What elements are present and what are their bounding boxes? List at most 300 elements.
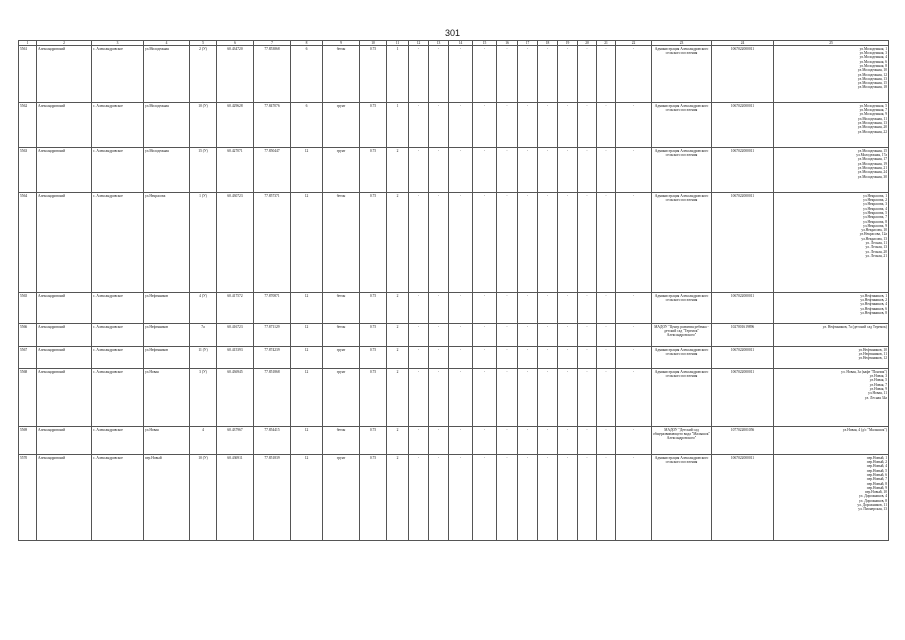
column-header-8: 8 bbox=[291, 41, 323, 46]
latitude-cell: 60.434720 bbox=[217, 46, 254, 103]
address-line: ул.Нефтяников, 11 bbox=[858, 352, 887, 357]
column-header-1: 1 bbox=[19, 41, 37, 46]
container-count-cell: 2 bbox=[387, 369, 409, 427]
address-line: ул. Лесная, 13 bbox=[865, 245, 887, 250]
empty-value-cell: - bbox=[578, 455, 597, 541]
area-cell: 0.75 bbox=[360, 324, 387, 347]
column-header-10: 10 bbox=[360, 41, 387, 46]
empty-value-cell: - bbox=[538, 293, 558, 324]
area-cell: 0.75 bbox=[360, 293, 387, 324]
empty-value-cell: - bbox=[518, 455, 538, 541]
address-line: ул.Некрасова, 10 bbox=[861, 228, 887, 233]
district-cell: Александровский bbox=[37, 46, 92, 103]
street-cell: ул.Некрасова bbox=[144, 193, 190, 293]
column-header-18: 18 bbox=[538, 41, 558, 46]
longitude-cell: 77.870871 bbox=[254, 293, 291, 324]
locality-cell: с. Александровское bbox=[92, 293, 144, 324]
address-line: ул. Пионерская, 13 bbox=[858, 507, 887, 512]
column-header-2: 2 bbox=[37, 41, 92, 46]
address-line: ул.Новая, 11 bbox=[868, 391, 887, 396]
column-header-13: 13 bbox=[429, 41, 449, 46]
container-count-cell: 2 bbox=[387, 455, 409, 541]
container-count-cell: 2 bbox=[387, 293, 409, 324]
latitude-cell: 60.430723 bbox=[217, 193, 254, 293]
empty-value-cell: - bbox=[597, 103, 616, 148]
address-line: ул.Некрасова, 3 bbox=[863, 202, 887, 207]
empty-value-cell: - bbox=[578, 148, 597, 193]
empty-value-cell: - bbox=[449, 148, 473, 193]
empty-value-cell: - bbox=[473, 46, 497, 103]
empty-value-cell: - bbox=[497, 347, 518, 369]
empty-value-cell: - bbox=[429, 455, 449, 541]
address-line: ул.Новая, 7 bbox=[869, 382, 887, 387]
empty-value-cell: - bbox=[497, 369, 518, 427]
address-line: ул. Дорожников, 4 bbox=[859, 494, 887, 499]
address-line: ул.Нефтяников, 4 bbox=[860, 302, 887, 307]
empty-value-cell: - bbox=[558, 103, 578, 148]
count-cell: 12 bbox=[291, 369, 323, 427]
organization-cell: Администрация Александровского сельского поселения bbox=[652, 148, 712, 193]
ogrn-cell: 1067022000011 bbox=[712, 46, 774, 103]
column-header-24: 24 bbox=[712, 41, 774, 46]
column-header-9: 9 bbox=[323, 41, 360, 46]
latitude-cell: 60.416723 bbox=[217, 324, 254, 347]
empty-value-cell: - bbox=[497, 455, 518, 541]
empty-value-cell: - bbox=[497, 46, 518, 103]
empty-value-cell: - bbox=[518, 193, 538, 293]
ogrn-cell: 1067022000011 bbox=[712, 293, 774, 324]
empty-value-cell: - bbox=[538, 369, 558, 427]
address-line: ул.Некрасова, 9 bbox=[863, 223, 887, 228]
empty-value-cell: - bbox=[473, 347, 497, 369]
column-header-7: 7 bbox=[254, 41, 291, 46]
surface-cell: грунт bbox=[323, 347, 360, 369]
organization-cell: Администрация Александровского сельского поселения bbox=[652, 46, 712, 103]
address-line: ул.Молодежная, 19 bbox=[857, 161, 887, 166]
empty-value-cell: - bbox=[497, 293, 518, 324]
empty-value-cell: - bbox=[616, 427, 652, 455]
empty-value-cell: - bbox=[449, 293, 473, 324]
organization-cell: Администрация Александровского сельского поселения bbox=[652, 103, 712, 148]
ogrn-cell: 1027001619896 bbox=[712, 324, 774, 347]
address-line: ул.Некрасова, 13 bbox=[861, 236, 887, 241]
empty-value-cell: - bbox=[578, 46, 597, 103]
table-row bbox=[19, 347, 889, 369]
address-line: ул.Некрасова, 8 bbox=[863, 219, 887, 224]
organization-cell: МАДОУ "Детский сад общеразвивающего вида "Малышок" Александровского" bbox=[652, 427, 712, 455]
address-line: пер.Новый, 5 bbox=[866, 468, 887, 473]
street-cell: ул.Новая bbox=[144, 369, 190, 427]
district-cell: Александровский bbox=[37, 293, 92, 324]
empty-value-cell: - bbox=[518, 347, 538, 369]
empty-value-cell: - bbox=[578, 193, 597, 293]
address-line: ул.Молодежная, 15 bbox=[857, 148, 887, 153]
empty-value-cell: - bbox=[429, 46, 449, 103]
empty-value-cell: - bbox=[597, 324, 616, 347]
empty-value-cell: - bbox=[518, 324, 538, 347]
address-line: ул.Некрасова, 5 bbox=[863, 210, 887, 215]
empty-value-cell: - bbox=[558, 324, 578, 347]
empty-value-cell: - bbox=[449, 103, 473, 148]
address-line: ул.Некрасова, 1 bbox=[863, 193, 887, 198]
table-row bbox=[19, 46, 889, 103]
column-header-14: 14 bbox=[449, 41, 473, 46]
address-line: ул.Молодежная, 10 bbox=[857, 68, 887, 73]
surface-cell: бетон bbox=[323, 193, 360, 293]
latitude-cell: 60.436911 bbox=[217, 455, 254, 541]
address-line: ул.Молодежная, 4 bbox=[859, 55, 887, 60]
empty-value-cell: - bbox=[538, 324, 558, 347]
empty-value-cell: - bbox=[616, 347, 652, 369]
empty-value-cell: - bbox=[597, 369, 616, 427]
empty-value-cell: - bbox=[429, 427, 449, 455]
column-header-23: 23 bbox=[652, 41, 712, 46]
column-header-19: 19 bbox=[558, 41, 578, 46]
address-line: ул. Лесная, 21 bbox=[865, 253, 887, 258]
column-header-11: 11 bbox=[387, 41, 409, 46]
count-cell: 6 bbox=[291, 46, 323, 103]
empty-value-cell: - bbox=[538, 427, 558, 455]
empty-value-cell: - bbox=[449, 369, 473, 427]
address-line: ул.Молодежная, 30 bbox=[857, 174, 887, 179]
longitude-cell: 77.874239 bbox=[254, 347, 291, 369]
address-line: ул.Молодежная, 17 bbox=[857, 157, 887, 162]
count-cell: 12 bbox=[291, 427, 323, 455]
empty-value-cell: - bbox=[597, 347, 616, 369]
count-cell: 12 bbox=[291, 324, 323, 347]
address-line: пер.Новый, 1 bbox=[866, 455, 887, 460]
address-line: ул.Новая, 4 (д/с "Малышок") bbox=[842, 427, 887, 432]
address-line: ул.Молодежная, 1 bbox=[859, 46, 887, 51]
house-cell: 2 (У) bbox=[190, 46, 217, 103]
empty-value-cell: - bbox=[558, 369, 578, 427]
row-number-cell: 5565 bbox=[19, 293, 37, 324]
surface-cell: грунт bbox=[323, 148, 360, 193]
address-line: ул.Молодежная, 9 bbox=[859, 112, 887, 117]
latitude-cell: 60.436945 bbox=[217, 369, 254, 427]
latitude-cell: 60.427071 bbox=[217, 148, 254, 193]
empty-value-cell: - bbox=[538, 148, 558, 193]
empty-value-cell: - bbox=[597, 148, 616, 193]
empty-value-cell: - bbox=[497, 148, 518, 193]
table-row bbox=[19, 324, 889, 347]
empty-value-cell: - bbox=[449, 455, 473, 541]
empty-value-cell: - bbox=[578, 427, 597, 455]
district-cell: Александровский bbox=[37, 148, 92, 193]
locality-cell: с. Александровское bbox=[92, 427, 144, 455]
empty-value-cell: - bbox=[409, 103, 429, 148]
area-cell: 0.75 bbox=[360, 455, 387, 541]
empty-value-cell: - bbox=[578, 324, 597, 347]
row-number-cell: 5561 bbox=[19, 46, 37, 103]
surface-cell: бетон bbox=[323, 46, 360, 103]
empty-value-cell: - bbox=[497, 427, 518, 455]
empty-value-cell: - bbox=[597, 193, 616, 293]
surface-cell: грунт bbox=[323, 455, 360, 541]
address-line: пер.Новый, 4 bbox=[866, 464, 887, 469]
empty-value-cell: - bbox=[597, 46, 616, 103]
empty-value-cell: - bbox=[429, 369, 449, 427]
locality-cell: с. Александровское bbox=[92, 347, 144, 369]
address-line: ул.Молодежная, 5 bbox=[859, 103, 887, 108]
empty-value-cell: - bbox=[518, 293, 538, 324]
area-cell: 0.75 bbox=[360, 148, 387, 193]
container-count-cell: 1 bbox=[387, 103, 409, 148]
empty-value-cell: - bbox=[497, 103, 518, 148]
empty-value-cell: - bbox=[558, 347, 578, 369]
empty-value-cell: - bbox=[578, 347, 597, 369]
longitude-cell: 77.851868 bbox=[254, 369, 291, 427]
served-addresses-cell bbox=[774, 46, 889, 103]
ogrn-cell: 1067022000011 bbox=[712, 347, 774, 369]
empty-value-cell: - bbox=[497, 324, 518, 347]
address-line: пер.Новый, 6 bbox=[866, 472, 887, 477]
column-header-4: 4 bbox=[144, 41, 190, 46]
street-cell: пер.Новый bbox=[144, 455, 190, 541]
house-cell: 4 (У) bbox=[190, 293, 217, 324]
address-line: ул. Лесная, 11 bbox=[865, 241, 887, 246]
house-cell: 15 (У) bbox=[190, 148, 217, 193]
empty-value-cell: - bbox=[538, 46, 558, 103]
address-line: ул.Молодежная, 11 bbox=[857, 116, 887, 121]
empty-value-cell: - bbox=[449, 193, 473, 293]
row-number-cell: 5567 bbox=[19, 347, 37, 369]
organization-cell: Администрация Александровского сельского поселения bbox=[652, 347, 712, 369]
address-line: пер.Новый, 2 bbox=[866, 460, 887, 465]
address-line: ул.Нефтяников, 1 bbox=[860, 293, 887, 298]
served-addresses-cell bbox=[774, 369, 889, 427]
column-header-21: 21 bbox=[597, 41, 616, 46]
table-row bbox=[19, 427, 889, 455]
longitude-cell: 77.847076 bbox=[254, 103, 291, 148]
longitude-cell: 77.871129 bbox=[254, 324, 291, 347]
empty-value-cell: - bbox=[578, 369, 597, 427]
address-line: пер.Новый, 8 bbox=[866, 481, 887, 486]
address-line: ул.Молодежная, 15 bbox=[857, 81, 887, 86]
address-line: ул.Новая, 5 bbox=[869, 378, 887, 383]
address-line: ул.Молодежная, 20 bbox=[857, 125, 887, 130]
street-cell: ул.Новая bbox=[144, 427, 190, 455]
empty-value-cell: - bbox=[578, 103, 597, 148]
surface-cell: бетон bbox=[323, 324, 360, 347]
empty-value-cell: - bbox=[409, 293, 429, 324]
address-line: ул.Нефтяников, 2 bbox=[860, 298, 887, 303]
district-cell: Александровский bbox=[37, 369, 92, 427]
ogrn-cell: 1067022000011 bbox=[712, 103, 774, 148]
area-cell: 0.75 bbox=[360, 103, 387, 148]
longitude-cell: 77.854415 bbox=[254, 427, 291, 455]
empty-value-cell: - bbox=[449, 347, 473, 369]
container-count-cell: 2 bbox=[387, 193, 409, 293]
empty-value-cell: - bbox=[409, 193, 429, 293]
organization-cell: МАДОУ "Центр развития ребенка - детский сад "Теремок" Александровского" bbox=[652, 324, 712, 347]
address-line: ул.Молодежная, 6 bbox=[859, 59, 887, 64]
address-line: ул.Новая, 3 bbox=[869, 374, 887, 379]
empty-value-cell: - bbox=[449, 46, 473, 103]
surface-cell: грунт bbox=[323, 369, 360, 427]
house-cell: 11 (У) bbox=[190, 347, 217, 369]
district-cell: Александровский bbox=[37, 103, 92, 148]
empty-value-cell: - bbox=[429, 347, 449, 369]
container-count-cell: 2 bbox=[387, 324, 409, 347]
area-cell: 0.75 bbox=[360, 369, 387, 427]
address-line: ул.Молодежная, 22 bbox=[857, 129, 887, 134]
column-header-15: 15 bbox=[473, 41, 497, 46]
empty-value-cell: - bbox=[409, 369, 429, 427]
empty-value-cell: - bbox=[616, 369, 652, 427]
district-cell: Александровский bbox=[37, 427, 92, 455]
empty-value-cell: - bbox=[473, 427, 497, 455]
address-line: пер.Новый, 10 bbox=[864, 490, 887, 495]
empty-value-cell: - bbox=[409, 148, 429, 193]
address-line: ул.Молодежная, 8 bbox=[859, 63, 887, 68]
district-cell: Александровский bbox=[37, 324, 92, 347]
address-line: пер.Новый, 9 bbox=[866, 485, 887, 490]
empty-value-cell: - bbox=[558, 455, 578, 541]
count-cell: 12 bbox=[291, 193, 323, 293]
empty-value-cell: - bbox=[558, 293, 578, 324]
address-line: ул. Лесная 34а bbox=[864, 395, 887, 400]
locality-cell: с. Александровское bbox=[92, 103, 144, 148]
locality-cell: с. Александровское bbox=[92, 455, 144, 541]
empty-value-cell: - bbox=[538, 193, 558, 293]
empty-value-cell: - bbox=[518, 148, 538, 193]
district-cell: Александровский bbox=[37, 193, 92, 293]
row-number-cell: 5562 bbox=[19, 103, 37, 148]
empty-value-cell: - bbox=[409, 455, 429, 541]
empty-value-cell: - bbox=[518, 103, 538, 148]
house-cell: 3 (У) bbox=[190, 369, 217, 427]
area-cell: 0.75 bbox=[360, 46, 387, 103]
area-cell: 0.75 bbox=[360, 347, 387, 369]
column-header-6: 6 bbox=[217, 41, 254, 46]
address-line: ул.Молодежная, 24 bbox=[857, 170, 887, 175]
row-number-cell: 5566 bbox=[19, 324, 37, 347]
address-line: ул. Новая, 3а (кафе "Пончик") bbox=[841, 369, 887, 374]
empty-value-cell: - bbox=[473, 324, 497, 347]
address-line: ул.Молодежная, 7 bbox=[859, 108, 887, 113]
empty-value-cell: - bbox=[429, 103, 449, 148]
address-line: ул.Молодежная, 21 bbox=[857, 165, 887, 170]
empty-value-cell: - bbox=[429, 324, 449, 347]
empty-value-cell: - bbox=[409, 347, 429, 369]
address-line: ул.Некрасова, 12а bbox=[859, 232, 887, 237]
latitude-cell: 60.437967 bbox=[217, 427, 254, 455]
table-row bbox=[19, 293, 889, 324]
count-cell: 12 bbox=[291, 455, 323, 541]
container-count-cell: 1 bbox=[387, 46, 409, 103]
row-number-cell: 5568 bbox=[19, 369, 37, 427]
address-line: ул.Некрасова, 4 bbox=[863, 206, 887, 211]
ogrn-cell: 1067022000011 bbox=[712, 455, 774, 541]
street-cell: ул.Молодежная bbox=[144, 46, 190, 103]
latitude-cell: 60.415393 bbox=[217, 347, 254, 369]
empty-value-cell: - bbox=[409, 427, 429, 455]
empty-value-cell: - bbox=[449, 427, 473, 455]
address-line: ул.Молодежная, 3 bbox=[859, 51, 887, 56]
ogrn-cell: 1067022000011 bbox=[712, 148, 774, 193]
served-addresses-cell bbox=[774, 148, 889, 193]
column-header-12: 12 bbox=[409, 41, 429, 46]
empty-value-cell: - bbox=[473, 369, 497, 427]
empty-value-cell: - bbox=[473, 148, 497, 193]
column-header-17: 17 bbox=[518, 41, 538, 46]
empty-value-cell: - bbox=[597, 455, 616, 541]
street-cell: ул.Нефтяников bbox=[144, 293, 190, 324]
ogrn-cell: 1067022000011 bbox=[712, 193, 774, 293]
street-cell: ул.Молодежная bbox=[144, 103, 190, 148]
empty-value-cell: - bbox=[616, 324, 652, 347]
empty-value-cell: - bbox=[558, 148, 578, 193]
surface-cell: бетон bbox=[323, 427, 360, 455]
register-table bbox=[18, 40, 889, 541]
empty-value-cell: - bbox=[558, 427, 578, 455]
address-line: ул.Молодежная, 13 bbox=[857, 76, 887, 81]
empty-value-cell: - bbox=[616, 293, 652, 324]
house-cell: 1 (У) bbox=[190, 193, 217, 293]
table-row bbox=[19, 193, 889, 293]
address-line: ул.Молодежная, 12 bbox=[857, 72, 887, 77]
house-cell: 10 (У) bbox=[190, 103, 217, 148]
locality-cell: с. Александровское bbox=[92, 148, 144, 193]
empty-value-cell: - bbox=[616, 46, 652, 103]
organization-cell: Администрация Александровского сельского поселения bbox=[652, 193, 712, 293]
empty-value-cell: - bbox=[429, 293, 449, 324]
empty-value-cell: - bbox=[616, 103, 652, 148]
served-addresses-cell bbox=[774, 293, 889, 324]
district-cell: Александровский bbox=[37, 347, 92, 369]
empty-value-cell: - bbox=[518, 427, 538, 455]
container-count-cell: 2 bbox=[387, 347, 409, 369]
area-cell: 0.75 bbox=[360, 193, 387, 293]
column-header-25: 25 bbox=[774, 41, 889, 46]
empty-value-cell: - bbox=[558, 193, 578, 293]
row-number-cell: 5563 bbox=[19, 148, 37, 193]
empty-value-cell: - bbox=[497, 193, 518, 293]
column-header-16: 16 bbox=[497, 41, 518, 46]
organization-cell: Администрация Александровского сельского поселения bbox=[652, 455, 712, 541]
longitude-cell: 77.857371 bbox=[254, 193, 291, 293]
house-cell: 4 bbox=[190, 427, 217, 455]
count-cell: 6 bbox=[291, 103, 323, 148]
empty-value-cell: - bbox=[616, 193, 652, 293]
row-number-cell: 5569 bbox=[19, 427, 37, 455]
longitude-cell: 77.851839 bbox=[254, 455, 291, 541]
served-addresses-cell bbox=[774, 347, 889, 369]
address-line: ул. Дорожников, 8 bbox=[859, 498, 887, 503]
empty-value-cell: - bbox=[558, 46, 578, 103]
address-line: ул.Нефтяников, 6 bbox=[860, 306, 887, 311]
column-header-5: 5 bbox=[190, 41, 217, 46]
empty-value-cell: - bbox=[473, 193, 497, 293]
row-number-cell: 5564 bbox=[19, 193, 37, 293]
empty-value-cell: - bbox=[473, 103, 497, 148]
empty-value-cell: - bbox=[429, 193, 449, 293]
street-cell: ул.Молодежная bbox=[144, 148, 190, 193]
empty-value-cell: - bbox=[449, 324, 473, 347]
area-cell: 0.75 bbox=[360, 427, 387, 455]
locality-cell: с. Александровское bbox=[92, 193, 144, 293]
empty-value-cell: - bbox=[597, 293, 616, 324]
locality-cell: с. Александровское bbox=[92, 46, 144, 103]
street-cell: ул.Нефтяников bbox=[144, 347, 190, 369]
latitude-cell: 60.417572 bbox=[217, 293, 254, 324]
house-cell: 7а bbox=[190, 324, 217, 347]
empty-value-cell: - bbox=[518, 369, 538, 427]
served-addresses-cell bbox=[774, 103, 889, 148]
container-count-cell: 2 bbox=[387, 427, 409, 455]
table-row bbox=[19, 148, 889, 193]
